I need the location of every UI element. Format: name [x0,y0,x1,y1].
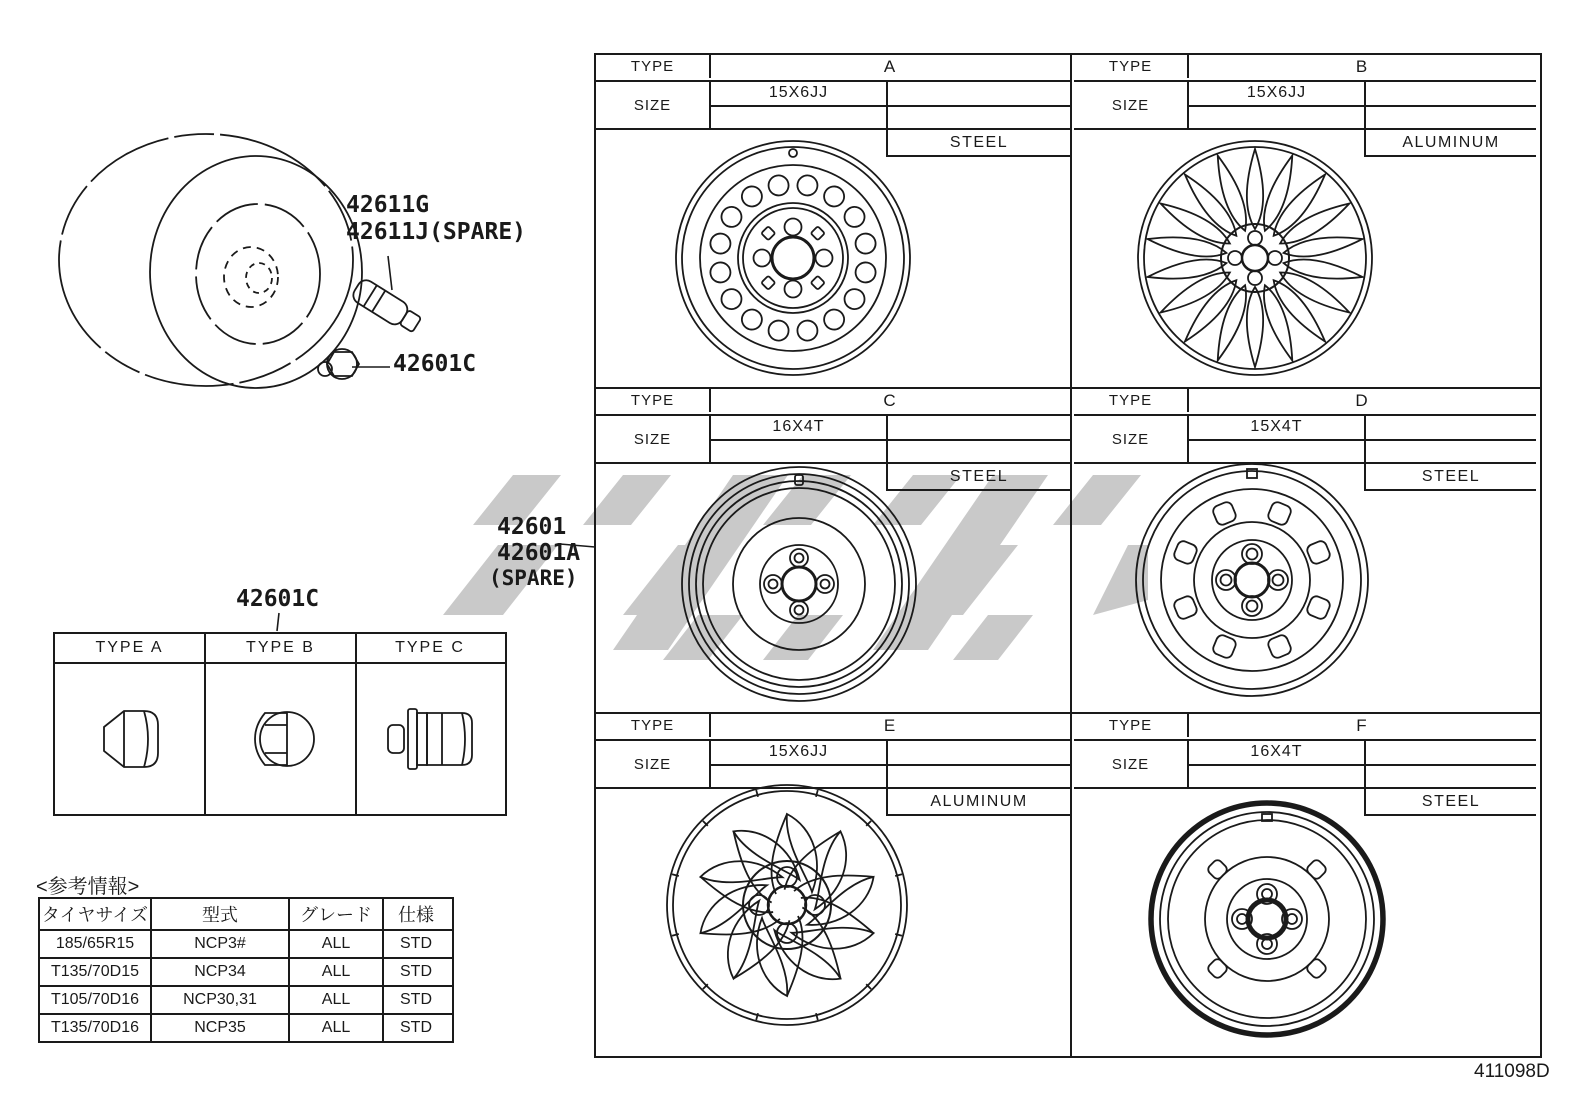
nut-table-title: 42601C [236,586,320,612]
table-row: T135/70D15 NCP34 ALL STD [40,957,452,985]
type-value: C [883,390,896,410]
type-value: E [883,715,896,735]
type-label: TYPE [1074,714,1189,737]
size-label: SIZE [1074,741,1189,787]
diagram-code: 411098D [1474,1061,1550,1082]
type-label: TYPE [596,389,711,412]
material-value: STEEL [886,130,1070,157]
table-row: T105/70D16 NCP30,31 ALL STD [40,985,452,1013]
material-value: ALUMINUM [1364,130,1536,157]
wheel-e-illustration [662,780,912,1030]
wheel-f-illustration [1142,794,1392,1044]
ref-header-tire-size: タイヤサイズ [40,899,152,929]
nut-c-drawing [380,699,480,779]
wheel-type-grid [594,53,1542,1058]
part-label-wheel-spare: 42601A [497,540,581,566]
panel-type-e [596,714,1070,1052]
wheel-a-illustration [668,133,918,383]
material-value: ALUMINUM [886,789,1070,816]
type-label: TYPE [1074,55,1189,78]
wheel-b-illustration [1130,133,1380,383]
nut-type-table [53,632,507,816]
size-label: SIZE [1074,416,1189,462]
type-label: TYPE [596,714,711,737]
nut-b-drawing [239,699,323,779]
type-value: D [1355,390,1368,410]
type-label: TYPE [1074,389,1189,412]
nut-col-type-c: TYPE C [395,639,465,656]
wheel-d-illustration [1127,455,1377,705]
size-value: 16X4T [1250,743,1303,760]
nut-a-drawing [88,699,172,779]
material-value: STEEL [1364,464,1536,491]
type-value: F [1356,715,1367,735]
panel-type-d [1074,389,1536,712]
size-label: SIZE [596,416,711,462]
ref-header-spec: 仕様 [398,905,434,925]
table-row: T135/70D16 NCP35 ALL STD [40,1013,452,1041]
ref-header-grade: グレード [290,899,384,929]
type-value: B [1355,56,1368,76]
ref-header-model: 型式 [152,899,290,929]
lug-nut-drawing [318,349,359,379]
nut-col-type-a: TYPE A [55,634,206,662]
material-value: STEEL [1364,789,1536,816]
part-label-nut-callout: 42601C [393,351,477,377]
nut-col-type-b: TYPE B [206,634,357,662]
size-value: 16X4T [772,418,825,435]
part-label-valve: 42611G [346,192,430,218]
size-label: SIZE [596,82,711,128]
panel-type-f [1074,714,1536,1052]
size-label: SIZE [596,741,711,787]
size-value: 15X6JJ [768,84,829,101]
size-value: 15X6JJ [1246,84,1307,101]
size-label: SIZE [1074,82,1189,128]
size-value: 15X6JJ [768,743,829,760]
size-value: 15X4T [1250,418,1303,435]
reference-table [38,897,454,1043]
wheel-c-illustration [674,459,924,709]
part-label-wheel-spare-suffix: (SPARE) [489,566,578,590]
type-label: TYPE [596,55,711,78]
type-value: A [883,56,896,76]
reference-table-title: <参考情報> [36,876,140,898]
panel-type-b [1074,55,1536,387]
part-label-valve-spare: 42611J(SPARE) [346,219,527,245]
table-row: 185/65R15 NCP3# ALL STD [40,929,452,957]
material-value: STEEL [886,464,1070,491]
panel-type-a [596,55,1070,387]
panel-type-c [596,389,1070,712]
part-label-wheel: 42601 [497,514,567,540]
